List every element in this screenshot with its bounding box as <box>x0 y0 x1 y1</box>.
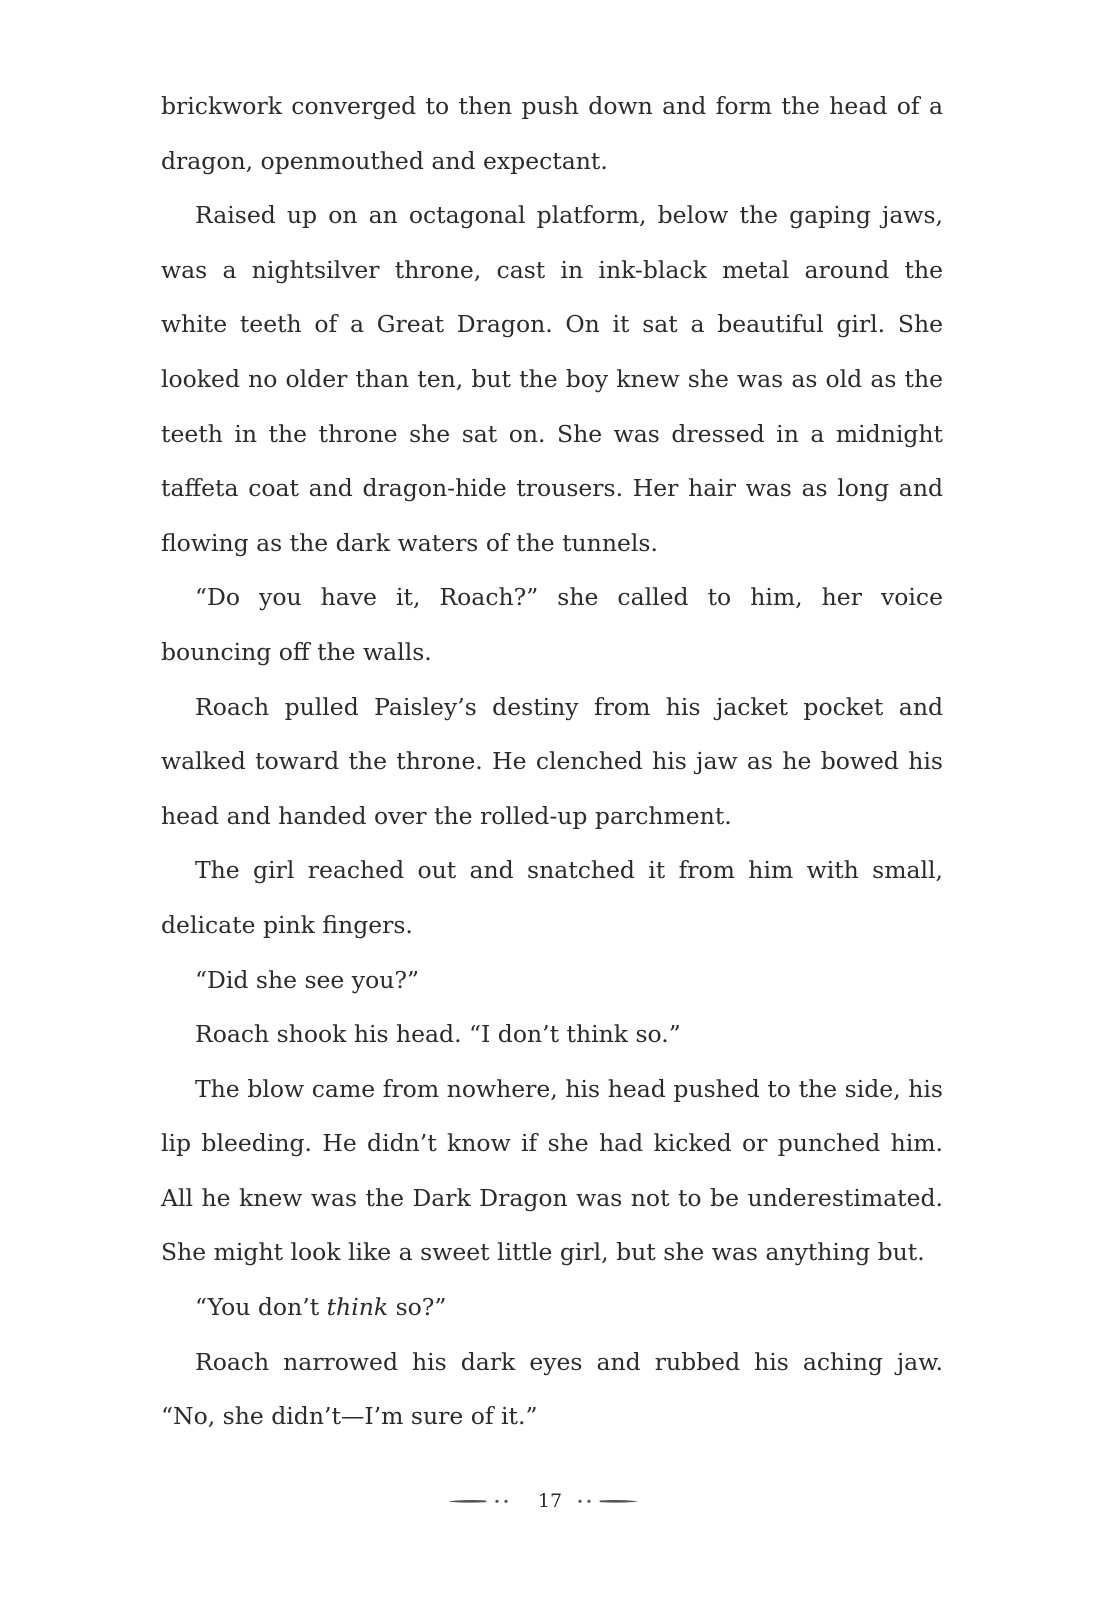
paragraph: “Did she see you?” <box>195 965 419 994</box>
page-number: 17 <box>537 1490 563 1512</box>
paragraph: brickwork converged to then push down and form the head of a dragon, openmouthed and expectant. <box>161 92 943 175</box>
paragraph-with-emphasis <box>161 1280 943 1335</box>
paragraph: Raised up on an octagonal platform, below the gaping jaws, was a nightsilver throne, cast in ink-black metal around the white teeth of a Great Dragon. On it sat a beautiful girl. She looked no older than ten, but the boy knew she was as old as the teeth in the throne she sat on. She was dressed in a midnight taffeta coat and dragon-hide trousers. Her hair was as long and flowing as the dark waters of the tunnels. <box>161 201 943 557</box>
ornament-dot <box>495 1500 498 1503</box>
body-text <box>161 79 943 1444</box>
paragraph: Roach pulled Paisley’s destiny from his jacket pocket and walked toward the throne. He clenched his jaw as he bowed his head and handed over the rolled-up parchment. <box>161 692 943 830</box>
ornament-dot <box>578 1500 581 1503</box>
ornament-dot <box>504 1500 507 1503</box>
page-footer <box>0 1488 1101 1518</box>
text-run: “You don’t <box>195 1293 327 1322</box>
paragraph: The blow came from nowhere, his head pushed to the side, his lip bleeding. He didn’t know if she had kicked or punched him. All he knew was the Dark Dragon was not to be underestimated. She might look like a sweet little girl, but she was anything but. <box>161 1074 943 1267</box>
paragraph: The girl reached out and snatched it from him with small, delicate pink fingers. <box>161 856 943 939</box>
left-ornament-icon <box>447 1495 515 1507</box>
right-ornament-icon <box>571 1495 639 1507</box>
ornament-stroke <box>600 1500 639 1503</box>
ornament-dot <box>587 1500 590 1503</box>
emphasized-word: think <box>326 1293 389 1322</box>
text-run: so?” <box>388 1293 447 1322</box>
ornament-stroke <box>448 1500 487 1503</box>
paragraph: Roach narrowed his dark eyes and rubbed his aching jaw. “No, she didn’t—I’m sure of it.” <box>161 1347 943 1431</box>
paragraph: “Do you have it, Roach?” she called to him, her voice bouncing off the walls. <box>161 583 943 666</box>
paragraph: Roach shook his head. “I don’t think so.” <box>195 1020 681 1049</box>
